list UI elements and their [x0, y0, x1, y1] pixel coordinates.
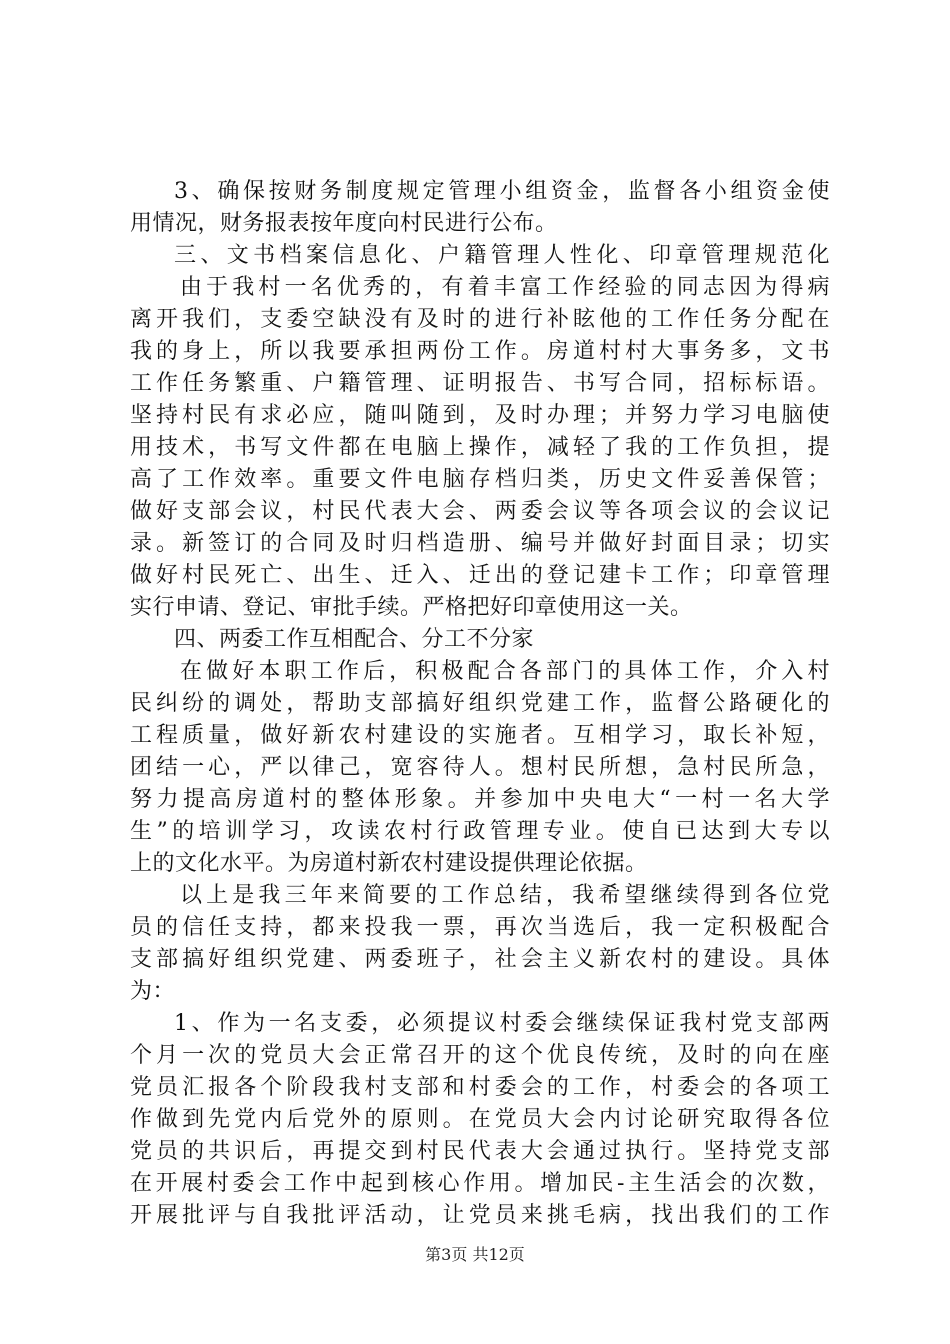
text-line: 3、确保按财务制度规定管理小组资金，监督各小组资金使	[174, 179, 830, 204]
text-line: 努力提高房道村的整体形象。并参加中央电大“一村一名大学	[130, 787, 830, 812]
text-line: 离开我们，支委空缺没有及时的进行补眩他的工作任务分配在	[130, 307, 830, 332]
text-line: 做好村民死亡、出生、迁入、迁出的登记建卡工作；印章管理	[130, 563, 830, 588]
text-line: 四、两委工作互相配合、分工不分家	[174, 627, 535, 652]
text-line: 个月一次的党员大会正常召开的这个优良传统，及时的向在座	[130, 1043, 830, 1068]
text-line: 高了工作效率。重要文件电脑存档归类，历史文件妥善保管；	[130, 467, 830, 492]
text-line: 上的文化水平。为房道村新农村建设提供理论依据。	[130, 851, 648, 876]
text-line: 党员的共识后，再提交到村民代表大会通过执行。坚持党支部	[130, 1139, 830, 1164]
text-line: 工程质量，做好新农村建设的实施者。互相学习，取长补短，	[130, 723, 830, 748]
text-line: 民纠纷的调处，帮助支部搞好组织党建工作，监督公路硬化的	[130, 691, 830, 716]
text-line: 我的身上，所以我要承担两份工作。房道村村大事务多，文书	[130, 339, 830, 364]
text-line: 生”的培训学习，攻读农村行政管理专业。使自已达到大专以	[130, 819, 830, 844]
text-line: 工作任务繁重、户籍管理、证明报告、书写合同，招标标语。	[130, 371, 830, 396]
text-line: 录。新签订的合同及时归档造册、编号并做好封面目录；切实	[130, 531, 830, 556]
text-line: 在做好本职工作后，积极配合各部门的具体工作，介入村	[180, 659, 830, 684]
text-line: 用情况，财务报表按年度向村民进行公布。	[130, 211, 558, 236]
text-line: 由于我村一名优秀的，有着丰富工作经验的同志因为得病	[180, 275, 830, 300]
text-line: 三、文书档案信息化、户籍管理人性化、印章管理规范化	[174, 243, 830, 268]
document-body	[130, 176, 830, 1232]
text-line: 做好支部会议，村民代表大会、两委会议等各项会议的会议记	[130, 499, 830, 524]
text-line: 坚持村民有求必应，随叫随到，及时办理；并努力学习电脑使	[130, 403, 830, 428]
page-footer: 第3页 共12页	[425, 1245, 525, 1264]
text-line: 开展批评与自我批评活动，让党员来挑毛病，找出我们的工作	[130, 1203, 830, 1228]
text-line: 为：	[130, 979, 176, 1004]
text-line: 作做到先党内后党外的原则。在党员大会内讨论研究取得各位	[130, 1107, 830, 1132]
text-line: 在开展村委会工作中起到核心作用。增加民-主生活会的次数，	[130, 1171, 830, 1196]
text-line: 党员汇报各个阶段我村支部和村委会的工作，村委会的各项工	[130, 1075, 830, 1100]
text-line: 用技术，书写文件都在电脑上操作，减轻了我的工作负担，提	[130, 435, 830, 460]
text-line: 1、作为一名支委，必须提议村委会继续保证我村党支部两	[174, 1011, 830, 1036]
text-line: 支部搞好组织党建、两委班子，社会主义新农村的建设。具体	[130, 947, 830, 972]
text-line: 以上是我三年来简要的工作总结，我希望继续得到各位党	[180, 883, 830, 908]
text-line: 员的信任支持，都来投我一票，再次当选后，我一定积极配合	[130, 915, 830, 940]
text-line: 团结一心，严以律己，宽容待人。想村民所想，急村民所急，	[130, 755, 830, 780]
text-line: 实行申请、登记、审批手续。严格把好印章使用这一关。	[130, 595, 693, 620]
